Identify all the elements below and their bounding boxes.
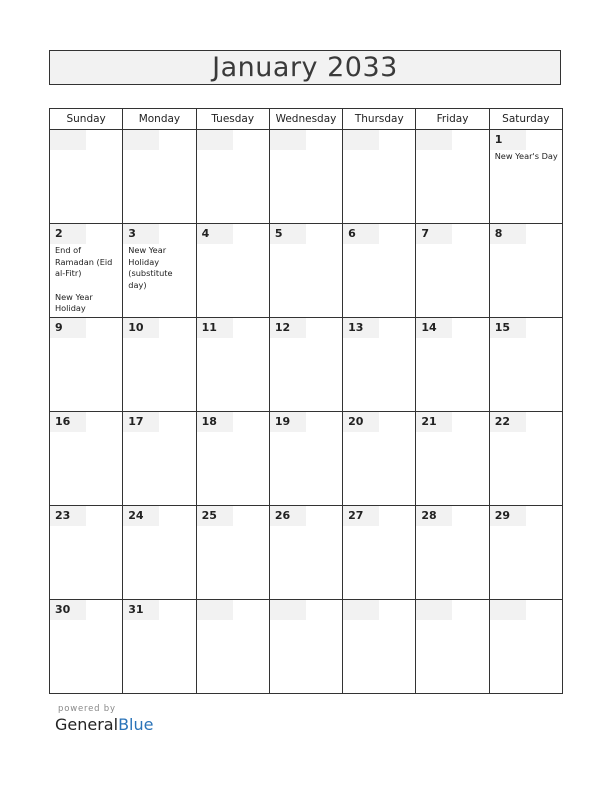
week-row [50,224,563,318]
holiday-label: End of Ramadan (Eid al-Fitr) [55,245,113,278]
day-number: 20 [343,412,379,432]
day-number: 8 [490,224,526,244]
weekday-header: Friday [416,109,489,130]
day-number: 23 [50,506,86,526]
day-cell [269,130,342,224]
calendar-title-box [49,50,561,85]
day-cell [196,412,269,506]
day-cell [489,224,562,318]
day-number: 10 [123,318,159,338]
day-number: 13 [343,318,379,338]
day-cell [123,506,196,600]
week-row [50,318,563,412]
day-number [416,600,452,620]
day-number: 1 [490,130,526,150]
day-number: 25 [197,506,233,526]
day-cell [123,130,196,224]
day-number [343,130,379,150]
day-number: 15 [490,318,526,338]
day-cell [123,412,196,506]
day-cell [343,600,416,694]
calendar-title: January 2033 [212,52,398,83]
day-number [123,130,159,150]
day-cell [50,318,123,412]
week-row [50,412,563,506]
day-cell [196,600,269,694]
day-cell [196,130,269,224]
day-cell [269,600,342,694]
day-number: 17 [123,412,159,432]
day-number: 2 [50,224,86,244]
day-cell [416,412,489,506]
day-cell [489,318,562,412]
day-cell [489,412,562,506]
week-row [50,506,563,600]
day-number: 3 [123,224,159,244]
day-number [270,130,306,150]
day-cell [489,130,562,224]
day-number: 5 [270,224,306,244]
powered-by-text: powered by [58,704,116,714]
holiday-label: New Year's Day [494,151,558,161]
generalblue-logo[interactable] [55,715,153,734]
day-number: 24 [123,506,159,526]
day-cell [50,412,123,506]
day-number: 30 [50,600,86,620]
day-number: 6 [343,224,379,244]
day-cell [196,224,269,318]
weekday-header: Tuesday [196,109,269,130]
day-cell [269,412,342,506]
holiday-label: New Year Holiday [55,291,93,313]
day-cell [343,506,416,600]
day-number: 26 [270,506,306,526]
day-cell [123,224,196,318]
day-cell [489,600,562,694]
day-cell [50,224,123,318]
day-number: 21 [416,412,452,432]
day-cell [50,506,123,600]
weekday-header: Sunday [50,109,123,130]
day-number: 29 [490,506,526,526]
day-number: 7 [416,224,452,244]
day-number: 16 [50,412,86,432]
day-number [197,130,233,150]
day-number: 12 [270,318,306,338]
week-row [50,600,563,694]
holiday-label: New Year Holiday (substitute day) [128,245,173,290]
day-number [50,130,86,150]
day-number: 19 [270,412,306,432]
day-number [270,600,306,620]
day-cell [269,506,342,600]
day-number: 11 [197,318,233,338]
day-number [416,130,452,150]
day-cell [123,318,196,412]
day-cell [123,600,196,694]
day-number: 28 [416,506,452,526]
day-cell [416,130,489,224]
weekday-header: Monday [123,109,196,130]
day-cell [489,506,562,600]
weekday-header: Wednesday [269,109,342,130]
calendar-body [50,130,563,694]
day-cell [416,224,489,318]
day-cell [416,318,489,412]
day-cell [196,506,269,600]
calendar-grid [49,108,563,694]
weekday-header: Saturday [489,109,562,130]
logo-blue-text: Blue [118,715,154,734]
day-cell [196,318,269,412]
weekday-header: Thursday [343,109,416,130]
day-number [197,600,233,620]
day-number: 9 [50,318,86,338]
day-number: 4 [197,224,233,244]
day-cell [343,318,416,412]
day-cell [416,600,489,694]
day-number [343,600,379,620]
logo-general-text: General [55,715,119,734]
weekday-header-row [50,109,563,130]
week-row [50,130,563,224]
day-cell [50,600,123,694]
day-number: 18 [197,412,233,432]
day-cell [269,224,342,318]
day-cell [50,130,123,224]
day-cell [416,506,489,600]
day-number: 22 [490,412,526,432]
day-cell [269,318,342,412]
day-cell [343,130,416,224]
day-cell [343,224,416,318]
day-number: 27 [343,506,379,526]
day-cell [343,412,416,506]
day-number: 31 [123,600,159,620]
day-number [490,600,526,620]
day-number: 14 [416,318,452,338]
